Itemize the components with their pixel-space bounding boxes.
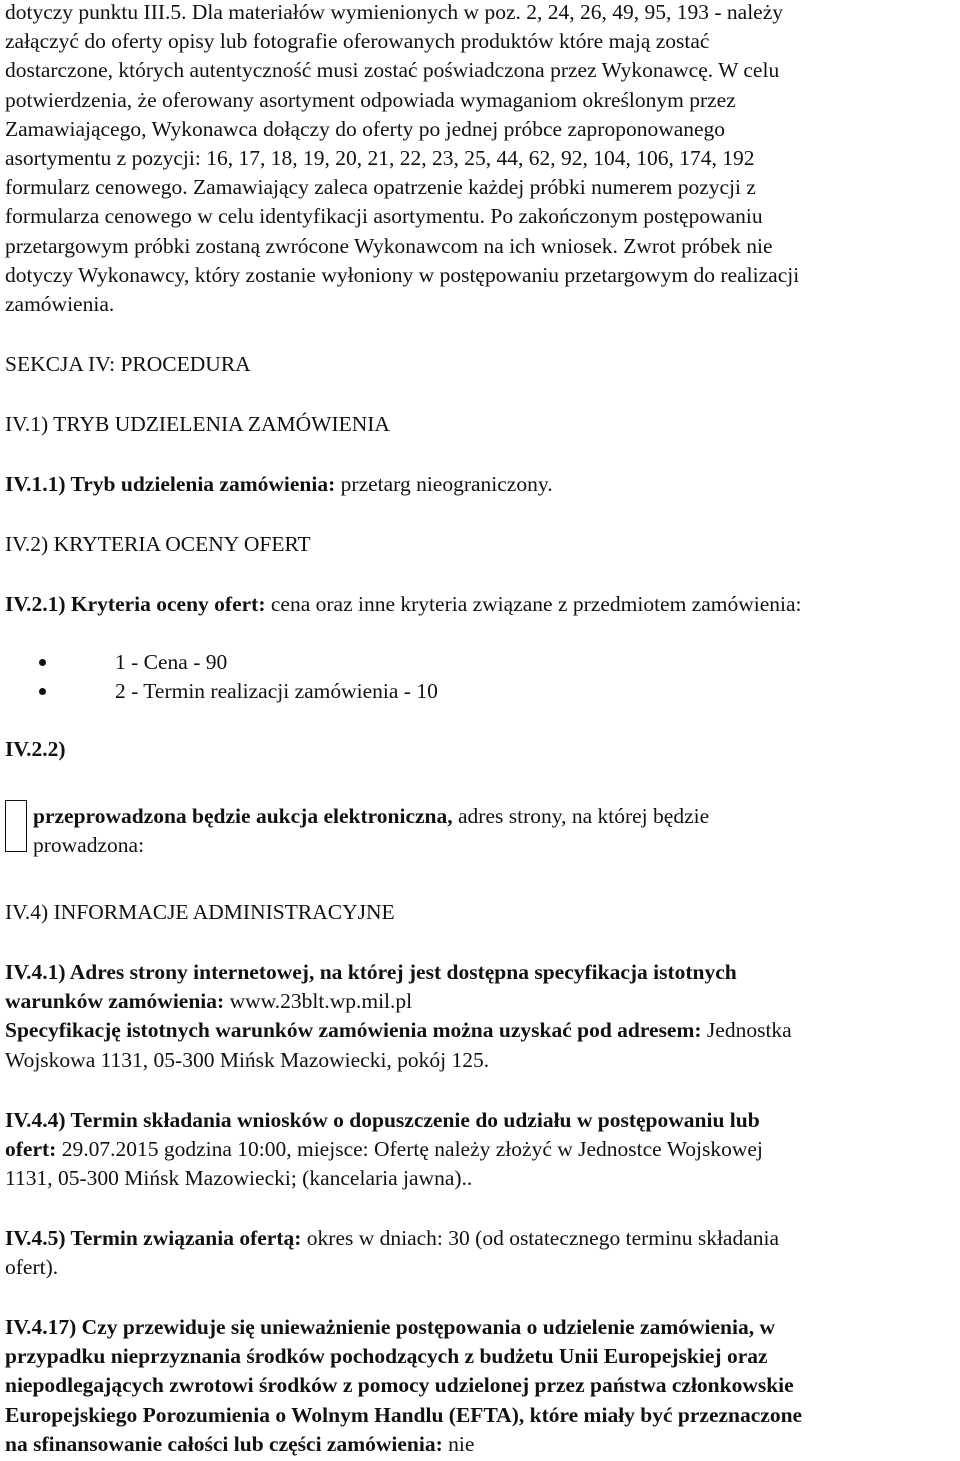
auction-line-2: prowadzona: [33,833,145,858]
criteria-item [5,677,438,706]
iv44-line-3: 1131, 05-300 Mińsk Mazowiecki; (kancelaria jawna).. [5,1166,473,1191]
iv44-line-1 [5,1106,960,1135]
iv417-label-5: na sfinansowanie całości lub części zamówienia: [5,1431,443,1456]
iv417-line-3 [5,1371,960,1400]
criteria-list [5,648,438,706]
iv44-label-2: ofert: [5,1137,57,1162]
intro-line-1: dotyczy punktu III.5. Dla materiałów wymienionych w poz. 2, 24, 26, 49, 95, 193 - należy [5,0,783,24]
iv21-label: IV.2.1) Kryteria oceny ofert: [5,592,266,616]
iv41-block [5,958,960,1075]
iv417-line-2 [5,1342,960,1371]
intro-line-3: dostarczone, których autentyczność musi zostać poświadczona przez Wykonawcę. W celu [5,58,780,83]
iv11-label: IV.1.1) Tryb udzielenia zamówienia: [5,472,336,496]
iv417-label-2: przypadku nieprzyznania środków pochodzących z budżetu Unii Europejskiej oraz [5,1344,768,1369]
intro-line-6: asortymentu z pozycji: 16, 17, 18, 19, 20, 21, 22, 23, 25, 44, 62, 92, 104, 106, 174, 192 [5,146,755,171]
iv417-label-3: niepodlegających zwrotowi środków z pomocy udzielonej przez państwa członkowskie [5,1373,794,1398]
iv21-line [5,590,802,619]
intro-line-5: Zamawiającego, Wykonawca dołączy do oferty po jednej próbce zaproponowanego [5,116,726,141]
iv44-block [5,1106,960,1194]
intro-line-2: załączyć do oferty opisy lub fotografie oferowanych produktów które mają zostać [5,29,710,54]
iv44-line-2 [5,1135,960,1164]
iv44-value: 29.07.2015 godzina 10:00, miejsce: Ofertę należy złożyć w Jednostce Wojskowej [56,1137,763,1162]
criteria-item-text: 1 - Cena - 90 [115,650,228,674]
spec-value: Jednostka [701,1018,792,1043]
intro-line-8: formularza cenowego w celu identyfikacji asortymentu. Po zakończonym postępowaniu [5,204,763,229]
intro-line-4: potwierdzenia, że oferowany asortyment odpowiada wymaganiom określonym przez [5,87,736,112]
auction-line-1 [33,802,933,831]
iv41-line-2 [5,987,960,1016]
iv22-label [5,735,66,764]
iv417-label-1: IV.4.17) Czy przewiduje się unieważnienie postępowania o udzielenie zamówienia, w [5,1315,775,1339]
bullet-icon [39,659,46,666]
iv45-label: IV.4.5) Termin związania ofertą: [5,1226,302,1250]
iv11-line [5,470,553,499]
auction-bold: przeprowadzona będzie aukcja elektroniczna, [33,804,453,828]
iv45-block [5,1224,960,1282]
iv45-value: okres w dniach: 30 (od ostatecznego terminu składania [301,1226,780,1250]
iv417-line-5 [5,1430,960,1459]
spec-label: Specyfikację istotnych warunków zamówienia można uzyskać pod adresem: [5,1018,702,1043]
intro-paragraph [5,0,960,319]
iv417-block [5,1313,960,1459]
intro-line-9: przetargowym próbki zostaną zwrócone Wykonawcom na ich wniosek. Zwrot próbek nie [5,233,773,258]
intro-line-10: dotyczy Wykonawcy, który zostanie wyłoniony w postępowaniu przetargowym do realizacji [5,262,800,287]
intro-line-7: formularz cenowego. Zamawiający zaleca opatrzenie każdej próbki numerem pozycji z [5,175,756,200]
iv11-value: przetarg nieograniczony. [335,472,553,496]
iv45-line-2: ofert). [5,1255,59,1280]
iv417-label-4: Europejskiego Porozumienia o Wolnym Handlu (EFTA), które miały być przeznaczone [5,1402,803,1427]
iv22-label-text: IV.2.2) [5,737,66,761]
criteria-item-text: 2 - Termin realizacji zamówienia - 10 [115,679,438,703]
iv417-line-1 [5,1313,960,1342]
auction-rest: adres strony, na której będzie [452,804,710,828]
iv417-line-4 [5,1401,960,1430]
spec-line-1 [5,1016,960,1045]
criteria-item [5,648,438,677]
intro-line-11: zamówienia. [5,292,115,317]
spec-line-2: Wojskowa 1131, 05-300 Mińsk Mazowiecki, pokój 125. [5,1047,490,1072]
iv21-value: cena oraz inne kryteria związane z przedmiotem zamówienia: [265,592,802,616]
iv41-label-1: IV.4.1) Adres strony internetowej, na której jest dostępna specyfikacja istotnych [5,960,737,984]
iv41-label-2: warunków zamówienia: [5,989,225,1014]
iv41-url[interactable]: www.23blt.wp.mil.pl [224,989,413,1014]
auction-checkbox[interactable] [5,800,27,852]
iv45-line-1 [5,1224,960,1253]
iv417-value: nie [442,1431,475,1456]
iv1-heading: IV.1) TRYB UDZIELENIA ZAMÓWIENIA [5,412,390,436]
iv41-line-1 [5,958,960,987]
iv4-heading: IV.4) INFORMACJE ADMINISTRACYJNE [5,900,395,924]
bullet-icon [39,688,46,695]
auction-text [33,802,933,860]
section-title: SEKCJA IV: PROCEDURA [5,352,251,376]
iv2-heading: IV.2) KRYTERIA OCENY OFERT [5,532,311,556]
iv44-label-1: IV.4.4) Termin składania wniosków o dopuszczenie do udziału w postępowaniu lub [5,1108,760,1132]
